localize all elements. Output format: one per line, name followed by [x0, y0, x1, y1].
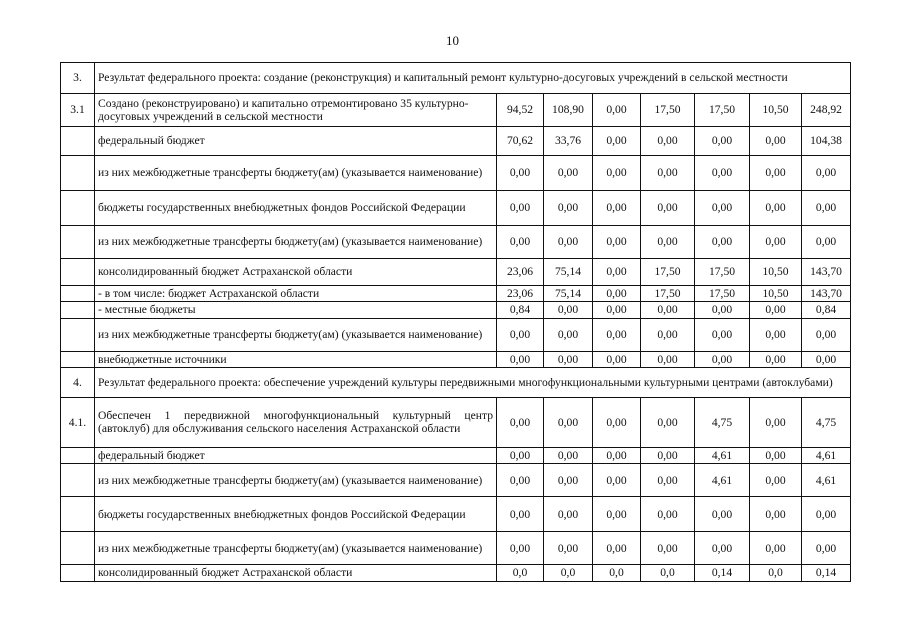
row-number: 3.1 — [61, 94, 95, 127]
row-number — [61, 226, 95, 259]
value-cell: 0,00 — [593, 94, 641, 127]
value-cell: 0,00 — [497, 464, 544, 497]
value-cell: 0,00 — [593, 127, 641, 156]
value-cell: 0,00 — [750, 302, 802, 318]
value-cell: 108,90 — [544, 94, 593, 127]
row-number — [61, 532, 95, 565]
row-description: федеральный бюджет — [95, 447, 497, 463]
value-cell: 0,00 — [593, 532, 641, 565]
row-description: консолидированный бюджет Астраханской области — [95, 565, 497, 581]
value-cell: 0,00 — [802, 351, 851, 367]
value-cell: 0,00 — [497, 318, 544, 351]
row-number — [61, 191, 95, 226]
row-description: федеральный бюджет — [95, 127, 497, 156]
value-cell: 75,14 — [544, 259, 593, 286]
value-cell: 4,61 — [802, 464, 851, 497]
value-cell: 0,00 — [544, 351, 593, 367]
row-description: из них межбюджетные трансферты бюджету(ам) (указывается наименование) — [95, 464, 497, 497]
value-cell: 33,76 — [544, 127, 593, 156]
value-cell: 0,00 — [641, 318, 695, 351]
table-row — [61, 63, 851, 94]
value-cell: 0,00 — [593, 447, 641, 463]
row-number: 4. — [61, 367, 95, 397]
value-cell: 0,14 — [695, 565, 750, 581]
value-cell: 0,00 — [641, 156, 695, 191]
value-cell: 0,0 — [750, 565, 802, 581]
section-title: Результат федерального проекта: создание (реконструкция) и капитальный ремонт культурно-досуговых учреждений в сельской местности — [95, 63, 851, 94]
row-description: внебюджетные источники — [95, 351, 497, 367]
row-number: 3. — [61, 63, 95, 94]
value-cell: 0,00 — [593, 464, 641, 497]
value-cell: 0,00 — [593, 302, 641, 318]
row-number — [61, 565, 95, 581]
value-cell: 0,84 — [497, 302, 544, 318]
value-cell: 0,00 — [544, 318, 593, 351]
value-cell: 0,00 — [544, 497, 593, 532]
row-description: Создано (реконструировано) и капитально отремонтировано 35 культурно-досуговых учреждений в сельской местности — [95, 94, 497, 127]
value-cell: 0,14 — [802, 565, 851, 581]
value-cell: 0,00 — [750, 351, 802, 367]
value-cell: 0,00 — [593, 497, 641, 532]
row-number — [61, 156, 95, 191]
row-number — [61, 318, 95, 351]
value-cell: 0,00 — [593, 318, 641, 351]
section-title: Результат федерального проекта: обеспечение учреждений культуры передвижными многофункциональными культурными центрами (автоклубами) — [95, 367, 851, 397]
row-description: из них межбюджетные трансферты бюджету(ам) (указывается наименование) — [95, 318, 497, 351]
value-cell: 4,61 — [695, 447, 750, 463]
value-cell: 4,75 — [695, 397, 750, 447]
value-cell: 0,00 — [750, 127, 802, 156]
table-row — [61, 497, 851, 532]
value-cell: 0,00 — [641, 397, 695, 447]
table-row — [61, 226, 851, 259]
value-cell: 10,50 — [750, 259, 802, 286]
value-cell: 0,00 — [641, 464, 695, 497]
row-number — [61, 497, 95, 532]
row-number — [61, 286, 95, 302]
table-row — [61, 286, 851, 302]
value-cell: 0,84 — [802, 302, 851, 318]
value-cell: 0,00 — [750, 532, 802, 565]
value-cell: 17,50 — [641, 259, 695, 286]
value-cell: 0,00 — [802, 191, 851, 226]
value-cell: 0,0 — [593, 565, 641, 581]
value-cell: 0,00 — [497, 191, 544, 226]
value-cell: 4,61 — [695, 464, 750, 497]
table-row — [61, 259, 851, 286]
value-cell: 0,00 — [695, 191, 750, 226]
value-cell: 143,70 — [802, 286, 851, 302]
value-cell: 0,00 — [802, 532, 851, 565]
value-cell: 17,50 — [695, 286, 750, 302]
value-cell: 0,0 — [544, 565, 593, 581]
value-cell: 0,0 — [497, 565, 544, 581]
table-row — [61, 94, 851, 127]
value-cell: 0,00 — [641, 226, 695, 259]
value-cell: 0,00 — [641, 302, 695, 318]
value-cell: 75,14 — [544, 286, 593, 302]
table-row — [61, 127, 851, 156]
value-cell: 0,00 — [593, 351, 641, 367]
row-number — [61, 447, 95, 463]
value-cell: 0,00 — [695, 302, 750, 318]
table-row — [61, 367, 851, 397]
value-cell: 4,75 — [802, 397, 851, 447]
value-cell: 0,00 — [695, 226, 750, 259]
value-cell: 94,52 — [497, 94, 544, 127]
value-cell: 0,00 — [750, 447, 802, 463]
table-row — [61, 156, 851, 191]
value-cell: 0,00 — [750, 226, 802, 259]
value-cell: 70,62 — [497, 127, 544, 156]
value-cell: 0,00 — [593, 226, 641, 259]
value-cell: 0,00 — [544, 226, 593, 259]
value-cell: 23,06 — [497, 259, 544, 286]
value-cell: 23,06 — [497, 286, 544, 302]
table-row — [61, 302, 851, 318]
table-row — [61, 532, 851, 565]
value-cell: 0,00 — [802, 226, 851, 259]
table-row — [61, 191, 851, 226]
value-cell: 0,00 — [497, 226, 544, 259]
value-cell: 0,00 — [497, 351, 544, 367]
value-cell: 0,00 — [695, 351, 750, 367]
value-cell: 0,00 — [641, 447, 695, 463]
value-cell: 0,00 — [802, 497, 851, 532]
value-cell: 0,00 — [544, 156, 593, 191]
row-description: бюджеты государственных внебюджетных фондов Российской Федерации — [95, 191, 497, 226]
row-description: из них межбюджетные трансферты бюджету(ам) (указывается наименование) — [95, 226, 497, 259]
value-cell: 0,00 — [593, 397, 641, 447]
value-cell: 0,0 — [641, 565, 695, 581]
value-cell: 0,00 — [544, 532, 593, 565]
value-cell: 0,00 — [641, 532, 695, 565]
table-row — [61, 447, 851, 463]
row-description: из них межбюджетные трансферты бюджету(ам) (указывается наименование) — [95, 532, 497, 565]
value-cell: 4,61 — [802, 447, 851, 463]
row-description: из них межбюджетные трансферты бюджету(ам) (указывается наименование) — [95, 156, 497, 191]
value-cell: 0,00 — [750, 497, 802, 532]
value-cell: 17,50 — [641, 286, 695, 302]
table-row — [61, 351, 851, 367]
row-description: - в том числе: бюджет Астраханской области — [95, 286, 497, 302]
value-cell: 0,00 — [544, 397, 593, 447]
row-number — [61, 127, 95, 156]
value-cell: 0,00 — [750, 156, 802, 191]
value-cell: 0,00 — [593, 259, 641, 286]
row-description: - местные бюджеты — [95, 302, 497, 318]
table-row — [61, 565, 851, 581]
value-cell: 10,50 — [750, 94, 802, 127]
value-cell: 0,00 — [593, 286, 641, 302]
value-cell: 0,00 — [497, 447, 544, 463]
value-cell: 0,00 — [695, 156, 750, 191]
value-cell: 0,00 — [593, 156, 641, 191]
value-cell: 0,00 — [695, 497, 750, 532]
value-cell: 0,00 — [641, 191, 695, 226]
value-cell: 0,00 — [695, 318, 750, 351]
value-cell: 0,00 — [497, 397, 544, 447]
value-cell: 0,00 — [750, 191, 802, 226]
value-cell: 17,50 — [641, 94, 695, 127]
value-cell: 0,00 — [497, 497, 544, 532]
value-cell: 0,00 — [641, 497, 695, 532]
value-cell: 0,00 — [593, 191, 641, 226]
value-cell: 0,00 — [750, 397, 802, 447]
value-cell: 17,50 — [695, 94, 750, 127]
value-cell: 0,00 — [695, 532, 750, 565]
value-cell: 0,00 — [750, 464, 802, 497]
value-cell: 104,38 — [802, 127, 851, 156]
row-number — [61, 464, 95, 497]
value-cell: 0,00 — [497, 156, 544, 191]
value-cell: 0,00 — [544, 447, 593, 463]
value-cell: 0,00 — [544, 302, 593, 318]
table-row — [61, 318, 851, 351]
row-number — [61, 259, 95, 286]
budget-table — [60, 62, 851, 582]
row-number: 4.1. — [61, 397, 95, 447]
value-cell: 0,00 — [544, 191, 593, 226]
row-description: консолидированный бюджет Астраханской области — [95, 259, 497, 286]
value-cell: 0,00 — [497, 532, 544, 565]
page-number: 10 — [446, 33, 459, 48]
value-cell: 248,92 — [802, 94, 851, 127]
row-number — [61, 351, 95, 367]
value-cell: 0,00 — [802, 318, 851, 351]
value-cell: 17,50 — [695, 259, 750, 286]
value-cell: 0,00 — [802, 156, 851, 191]
table-row — [61, 464, 851, 497]
value-cell: 143,70 — [802, 259, 851, 286]
value-cell: 0,00 — [544, 464, 593, 497]
row-number — [61, 302, 95, 318]
value-cell: 0,00 — [750, 318, 802, 351]
row-description: бюджеты государственных внебюджетных фондов Российской Федерации — [95, 497, 497, 532]
value-cell: 0,00 — [641, 127, 695, 156]
value-cell: 10,50 — [750, 286, 802, 302]
table-row — [61, 397, 851, 447]
row-description: Обеспечен 1 передвижной многофункциональный культурный центр (автоклуб) для обслуживания сельского населения Астраханской области — [95, 397, 497, 447]
value-cell: 0,00 — [695, 127, 750, 156]
value-cell: 0,00 — [641, 351, 695, 367]
